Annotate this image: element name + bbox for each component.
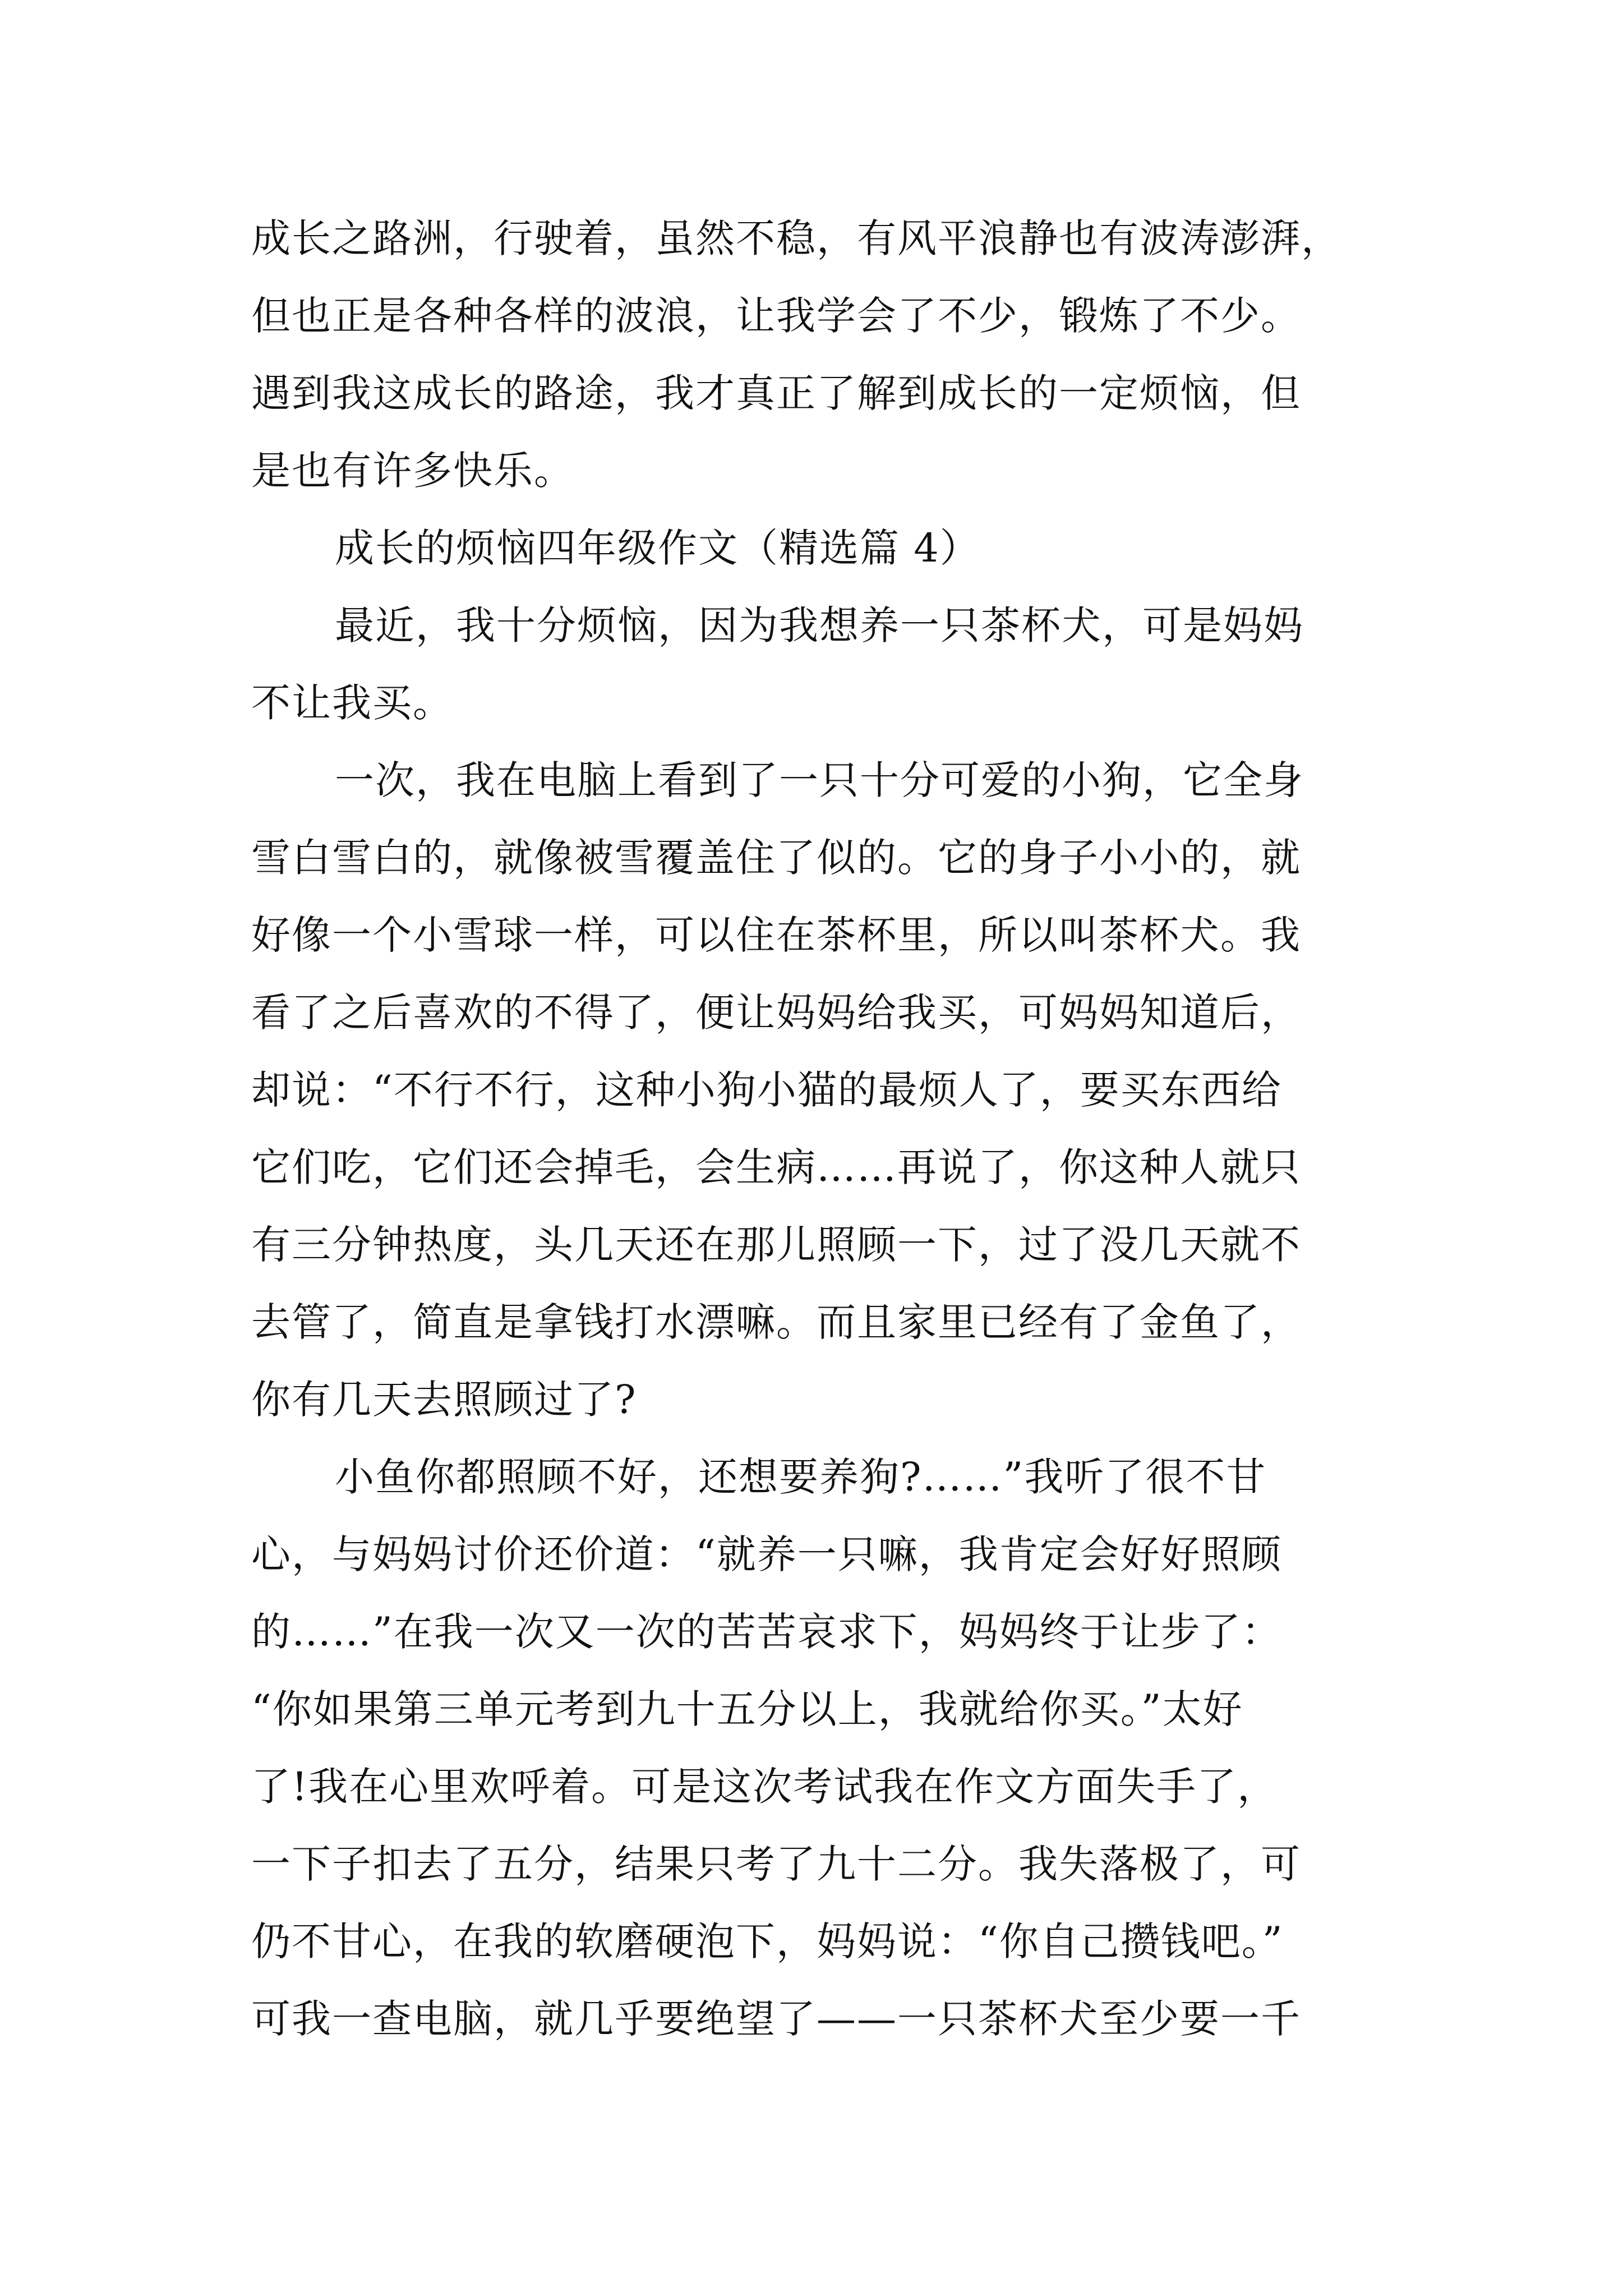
text-line: 有三分钟热度，头几天还在那儿照顾一下，过了没几天就不	[251, 1222, 1301, 1268]
text-line: 心，与妈妈讨价还价道：“就养一只嘛，我肯定会好好照顾	[251, 1531, 1282, 1577]
text-line: 遇到我这成长的路途，我才真正了解到成长的一定烦恼，但	[251, 370, 1301, 416]
text-line: 却说：“不行不行，这种小狗小猫的最烦人了，要买东西给	[251, 1067, 1282, 1113]
text-line: “你如果第三单元考到九十五分以上，我就给你买。”太好	[251, 1686, 1243, 1732]
text-line: 雪白雪白的，就像被雪覆盖住了似的。它的身子小小的，就	[251, 835, 1301, 881]
text-line: 看了之后喜欢的不得了，便让妈妈给我买，可妈妈知道后，	[251, 990, 1301, 1036]
text-line: 不让我买。	[251, 680, 453, 726]
paragraph-start: 一次，我在电脑上看到了一只十分可爱的小狗，它全身	[335, 757, 1304, 803]
text-line: 它们吃，它们还会掉毛，会生病……再说了，你这种人就只	[251, 1144, 1301, 1190]
text-line: 一下子扣去了五分，结果只考了九十二分。我失落极了，可	[251, 1841, 1301, 1887]
text-line: 了!我在心里欢呼着。可是这次考试我在作文方面失手了，	[251, 1764, 1278, 1810]
paragraph-start: 最近，我十分烦恼，因为我想养一只茶杯犬，可是妈妈	[335, 602, 1304, 648]
text-line: 去管了，简直是拿钱打水漂嘛。而且家里已经有了金鱼了，	[251, 1299, 1301, 1345]
text-line: 成长之路洲，行驶着，虽然不稳，有风平浪静也有波涛澎湃，	[251, 215, 1341, 261]
text-line: 好像一个小雪球一样，可以住在茶杯里，所以叫茶杯犬。我	[251, 912, 1301, 958]
paragraph-start: 小鱼你都照顾不好，还想要养狗?……”我听了很不甘	[335, 1454, 1267, 1500]
text-line: 的……”在我一次又一次的苦苦哀求下，妈妈终于让步了：	[251, 1609, 1282, 1655]
text-line: 但也正是各种各样的波浪，让我学会了不少，锻炼了不少。	[251, 293, 1301, 339]
text-line: 可我一查电脑，就几乎要绝望了——一只茶杯犬至少要一千	[251, 1996, 1301, 2042]
section-heading: 成长的烦恼四年级作文（精选篇 4）	[335, 525, 980, 571]
text-line: 是也有许多快乐。	[251, 448, 574, 494]
text-line: 你有几天去照顾过了?	[251, 1377, 637, 1423]
text-line: 仍不甘心，在我的软磨硬泡下，妈妈说：“你自己攒钱吧。”	[251, 1918, 1284, 1964]
